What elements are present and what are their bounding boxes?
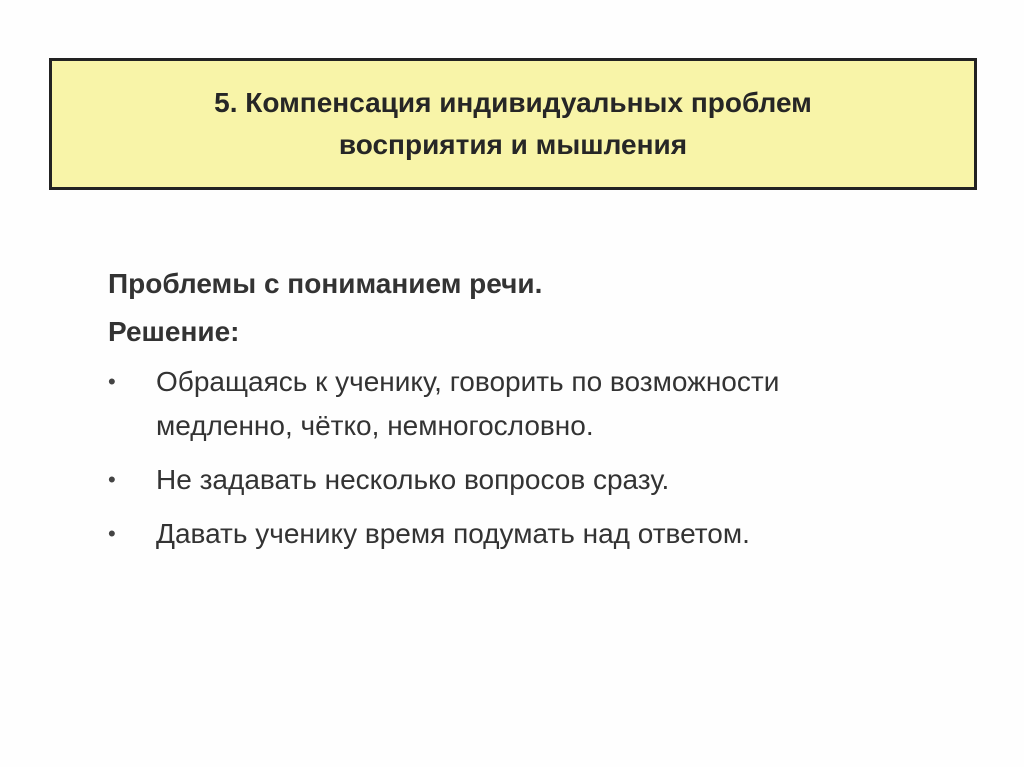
title-line-2: восприятия и мышления bbox=[338, 129, 688, 160]
problem-heading: Проблемы с пониманием речи. bbox=[108, 268, 543, 299]
bullet-icon: • bbox=[108, 521, 116, 546]
solution-list bbox=[108, 360, 968, 556]
list-item-line: Обращаясь к ученику, говорить по возможности bbox=[156, 366, 780, 397]
bullet-icon: • bbox=[108, 467, 116, 492]
list-item bbox=[108, 360, 968, 448]
list-item-line: медленно, чётко, немногословно. bbox=[156, 410, 594, 441]
list-item bbox=[108, 458, 968, 502]
list-item-text bbox=[156, 360, 968, 448]
list-item-text bbox=[156, 458, 968, 502]
list-item-line: Давать ученику время подумать над ответом. bbox=[156, 518, 750, 549]
title-box bbox=[49, 58, 977, 190]
slide-content bbox=[108, 262, 968, 566]
list-item-text bbox=[156, 512, 968, 556]
solution-heading: Решение: bbox=[108, 316, 240, 347]
title-line-1: 5. Компенсация индивидуальных проблем bbox=[214, 87, 812, 118]
list-item-line: Не задавать несколько вопросов сразу. bbox=[156, 464, 670, 495]
bullet-icon: • bbox=[108, 369, 116, 394]
list-item bbox=[108, 512, 968, 556]
